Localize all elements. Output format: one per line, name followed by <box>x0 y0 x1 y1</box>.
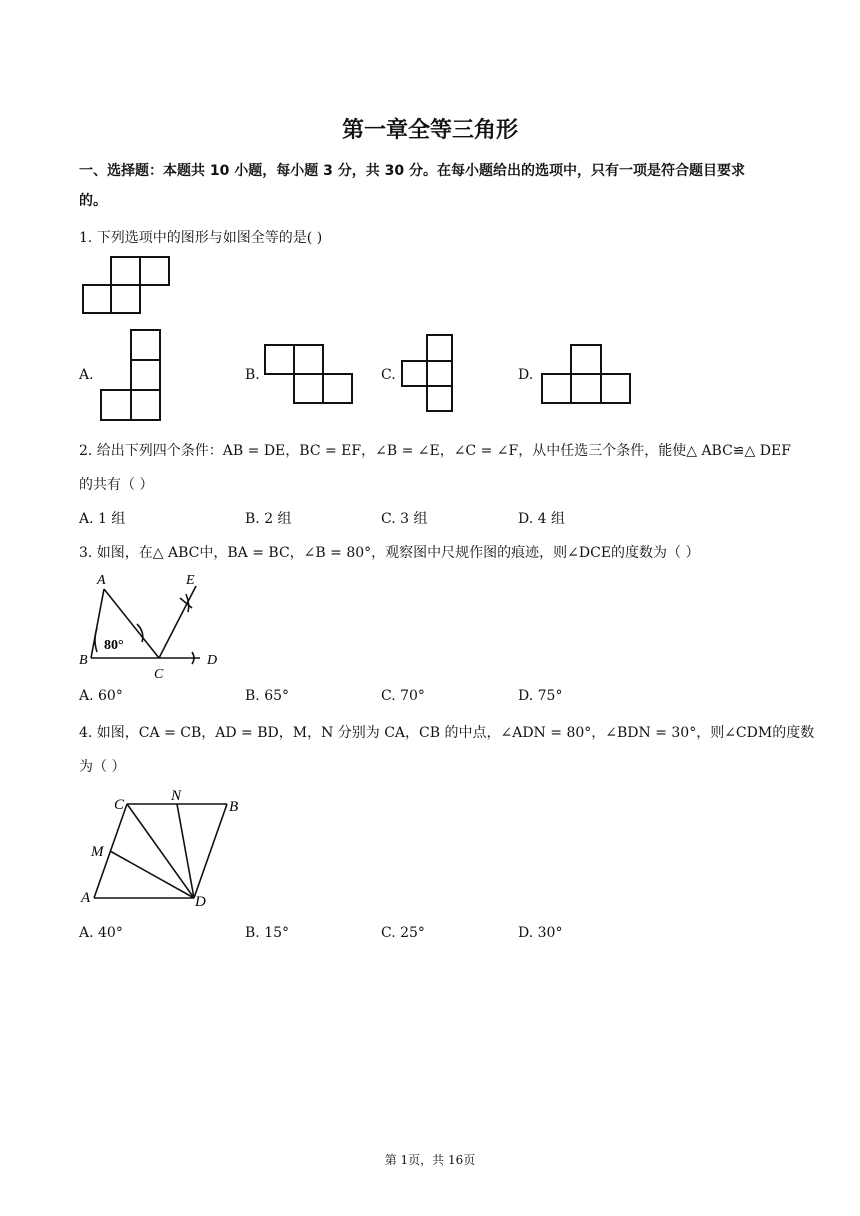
q4-label-d: D <box>195 894 206 910</box>
q4-option-a: A. 40° <box>79 925 123 941</box>
q2-stem-line2: 的共有（ ） <box>79 477 154 493</box>
q1-option-a-label: A. <box>79 367 94 383</box>
q3-option-c: C. 70° <box>381 688 425 704</box>
q3-label-a: A <box>97 573 106 588</box>
q3-stem: 3. 如图，在△ ABC中，BA = BC，∠B = 80°，观察图中尺规作图的痕迹，则∠DCE的度数为（ ） <box>79 545 700 561</box>
q3-label-d: D <box>207 653 218 668</box>
q2-option-b: B. 2 组 <box>245 511 292 527</box>
q1-option-c-label: C. <box>381 367 396 383</box>
section-heading-line1: 一、选择题：本题共 10 小题，每小题 3 分，共 30 分。在每小题给出的选项中，只有一项是符合题目要求 <box>79 163 745 179</box>
section-heading-line2: 的。 <box>79 193 107 209</box>
q3-option-d: D. 75° <box>518 688 563 704</box>
q4-option-b: B. 15° <box>245 925 290 941</box>
q4-label-c: C <box>114 797 125 813</box>
q2-option-c: C. 3 组 <box>381 511 428 527</box>
q2-stem-line1: 2. 给出下列四个条件：AB = DE，BC = EF，∠B = ∠E，∠C = ∠F，从中任选三个条件，能使△ ABC≌△ DEF <box>79 443 791 459</box>
q4-label-b: B <box>229 799 239 815</box>
q4-option-c: C. 25° <box>381 925 425 941</box>
q3-option-b: B. 65° <box>245 688 290 704</box>
q3-label-c: C <box>154 667 164 682</box>
q1-option-d-label: D. <box>518 367 534 383</box>
q4-stem-line2: 为（ ） <box>79 759 126 775</box>
q4-stem-line1: 4. 如图，CA = CB，AD = BD，M，N 分别为 CA，CB 的中点，∠ADN = 80°，∠BDN = 30°，则∠CDM的度数 <box>79 725 815 741</box>
page-title: 第一章全等三角形 <box>341 118 518 143</box>
q4-label-n: N <box>171 788 182 804</box>
q3-option-a: A. 60° <box>79 688 123 704</box>
q2-option-a: A. 1 组 <box>79 511 126 527</box>
q3-label-e: E <box>186 573 195 588</box>
q4-label-a: A <box>81 890 91 906</box>
q1-option-b-label: B. <box>245 367 260 383</box>
q2-option-d: D. 4 组 <box>518 511 565 527</box>
q3-label-b: B <box>79 653 88 668</box>
q4-option-d: D. 30° <box>518 925 563 941</box>
q3-angle-label: 80° <box>104 638 124 653</box>
page-footer: 第 1页，共 16页 <box>384 1153 476 1167</box>
q4-label-m: M <box>91 844 104 860</box>
q1-stem: 1. 下列选项中的图形与如图全等的是( ) <box>79 230 323 246</box>
